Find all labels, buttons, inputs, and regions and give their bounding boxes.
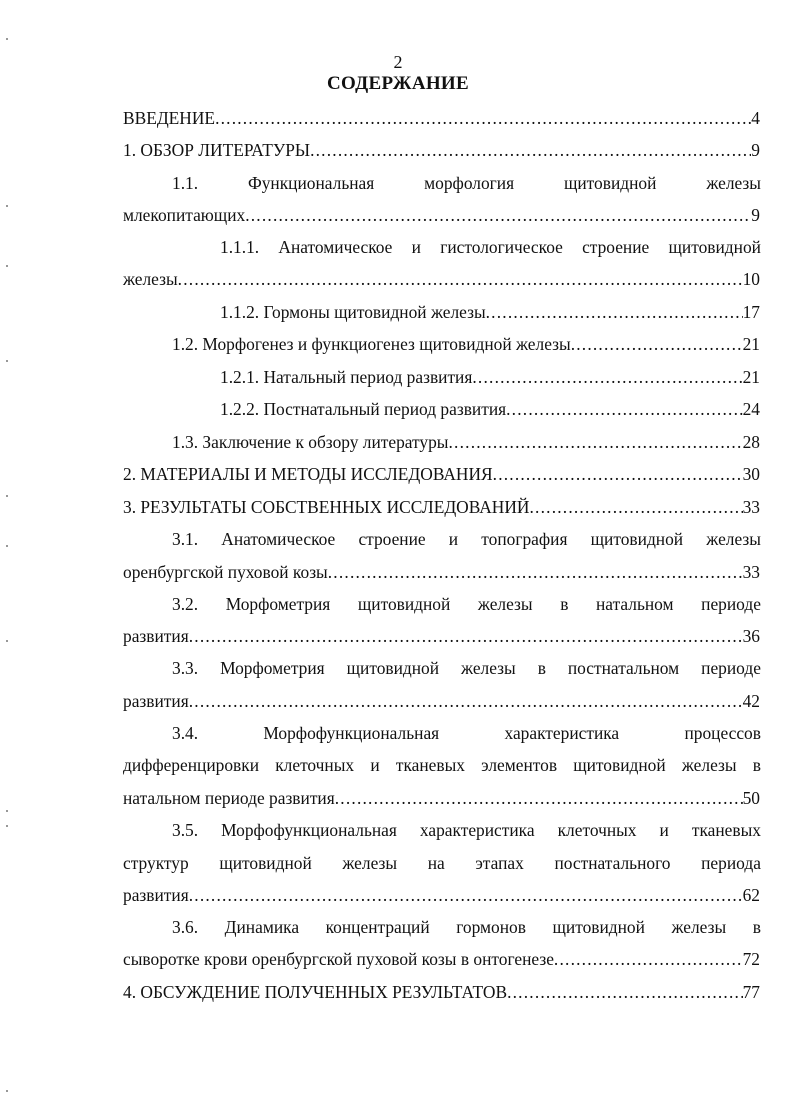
- dot-leader: [328, 561, 743, 583]
- dot-leader: [493, 463, 743, 485]
- toc-entry-section-1[interactable]: 1. ОБЗОР ЛИТЕРАТУРЫ ..... 9: [123, 139, 760, 161]
- dot-leader: [571, 333, 743, 355]
- toc-entry-1-1-line2[interactable]: млекопитающих ..... 9: [123, 204, 760, 226]
- dot-leader: [506, 398, 742, 420]
- dot-leader: [530, 496, 743, 518]
- toc-entry-1-2-2[interactable]: 1.2.2. Постнатальный период развития ..... 24: [220, 398, 760, 420]
- toc-entry-1-2[interactable]: 1.2. Морфогенез и функциогенез щитовидной железы ..... 21: [172, 333, 760, 355]
- page-title: СОДЕРЖАНИЕ: [327, 73, 469, 94]
- toc-entry-3-1-line2[interactable]: оренбургской пуховой козы ..... 33: [123, 561, 760, 583]
- toc-entry-section-4[interactable]: 4. ОБСУЖДЕНИЕ ПОЛУЧЕННЫХ РЕЗУЛЬТАТОВ ..... 77: [123, 981, 760, 1003]
- dot-leader: [189, 884, 743, 906]
- dot-leader: [178, 268, 743, 290]
- page-number: 2: [393, 52, 403, 72]
- toc-entry-3-2-line2[interactable]: развития ..... 36: [123, 625, 760, 647]
- toc-entry-1-1-1-line1[interactable]: 1.1.1. Анатомическое и гистологическое строение щитовидной: [220, 237, 761, 257]
- toc-entry-1-3[interactable]: 1.3. Заключение к обзору литературы ..... 28: [172, 431, 760, 453]
- toc-entry-1-1-line1[interactable]: 1.1. Функциональная морфология щитовидной железы: [172, 173, 761, 193]
- toc-entry-3-5-line2[interactable]: структур щитовидной железы на этапах постнатального периода: [123, 853, 761, 873]
- dot-leader: [486, 301, 743, 323]
- dot-leader: [189, 625, 743, 647]
- toc-entry-1-2-1[interactable]: 1.2.1. Натальный период развития ..... 21: [220, 366, 760, 388]
- dot-leader: [335, 787, 743, 809]
- dot-leader: [215, 107, 751, 129]
- toc-entry-3-6-line2[interactable]: сыворотке крови оренбургской пуховой козы в онтогенезе ..... 72: [123, 948, 760, 970]
- dot-leader: [554, 948, 743, 970]
- dot-leader: [189, 690, 743, 712]
- toc-entry-1-1-1-line2[interactable]: железы ..... 10: [123, 268, 760, 290]
- toc-entry-3-6-line1[interactable]: 3.6. Динамика концентраций гормонов щитовидной железы в: [172, 917, 761, 937]
- toc-entry-intro[interactable]: ВВЕДЕНИЕ ..... 4: [123, 107, 760, 129]
- toc-entry-section-2[interactable]: 2. МАТЕРИАЛЫ И МЕТОДЫ ИССЛЕДОВАНИЯ ..... 30: [123, 463, 760, 485]
- dot-leader: [449, 431, 743, 453]
- toc-entry-3-3-line2[interactable]: развития ..... 42: [123, 690, 760, 712]
- toc-entry-3-2-line1[interactable]: 3.2. Морфометрия щитовидной железы в натальном периоде: [172, 594, 761, 614]
- dot-leader: [245, 204, 751, 226]
- toc-entry-1-1-2[interactable]: 1.1.2. Гормоны щитовидной железы ..... 17: [220, 301, 760, 323]
- toc-entry-3-1-line1[interactable]: 3.1. Анатомическое строение и топография щитовидной железы: [172, 529, 761, 549]
- toc-entry-3-4-line2[interactable]: дифференцировки клеточных и тканевых элементов щитовидной железы в: [123, 755, 761, 775]
- toc-entry-3-3-line1[interactable]: 3.3. Морфометрия щитовидной железы в постнатальном периоде: [172, 658, 761, 678]
- dot-leader: [472, 366, 742, 388]
- dot-leader: [507, 981, 743, 1003]
- toc-entry-3-4-line3[interactable]: натальном периоде развития ..... 50: [123, 787, 760, 809]
- toc-entry-3-5-line3[interactable]: развития ..... 62: [123, 884, 760, 906]
- toc-entry-section-3[interactable]: 3. РЕЗУЛЬТАТЫ СОБСТВЕННЫХ ИССЛЕДОВАНИЙ ..... 33: [123, 496, 760, 518]
- toc-entry-3-5-line1[interactable]: 3.5. Морфофункциональная характеристика клеточных и тканевых: [172, 820, 761, 840]
- toc-entry-3-4-line1[interactable]: 3.4. Морфофункциональная характеристика процессов: [172, 723, 761, 743]
- dot-leader: [310, 139, 751, 161]
